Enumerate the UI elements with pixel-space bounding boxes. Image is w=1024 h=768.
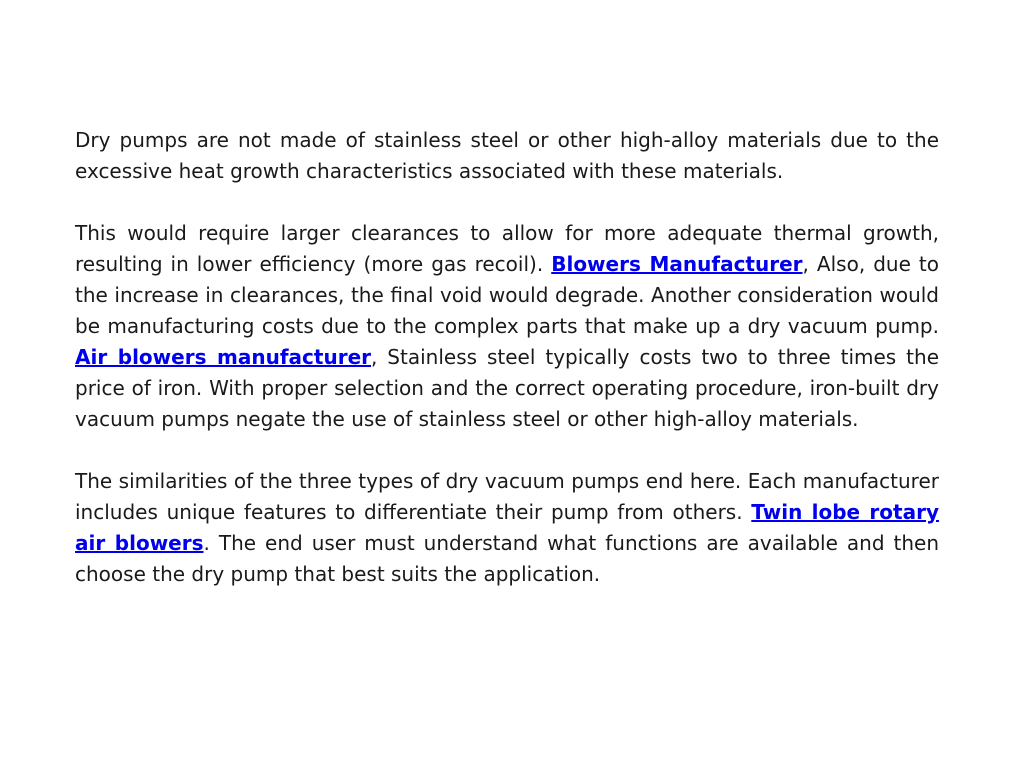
air-blowers-manufacturer-link[interactable]: Air blowers manufacturer bbox=[75, 345, 371, 369]
paragraph-3-text-start: The similarities of the three types of dry vacuum pumps end here. Each manufacturer includes unique features to differentiate their pump from others. bbox=[75, 469, 939, 524]
body-text bbox=[75, 125, 939, 590]
paragraph-3 bbox=[75, 466, 939, 590]
paragraph-3-text-end: . The end user must understand what functions are available and then choose the dry pump that best suits the application. bbox=[75, 531, 939, 586]
blowers-manufacturer-link[interactable]: Blowers Manufacturer bbox=[551, 252, 803, 276]
paragraph-2 bbox=[75, 218, 939, 435]
paragraph-2-text-end: , Stainless steel typically costs two to three times the price of iron. With proper selection and the correct operating procedure, iron-built dry vacuum pumps negate the use of stainless steel or other high-alloy materials. bbox=[75, 345, 939, 431]
paragraph-1-text: Dry pumps are not made of stainless steel or other high-alloy materials due to the excessive heat growth characteristics associated with these materials. bbox=[75, 128, 939, 183]
paragraph-2-text-middle: , Also, due to the increase in clearances, the final void would degrade. Another consideration would be manufacturing costs due to the complex parts that make up a dry vacuum pump. bbox=[75, 252, 939, 338]
paragraph-2-text-start: This would require larger clearances to allow for more adequate thermal growth, resulting in lower efficiency (more gas recoil). bbox=[75, 221, 939, 276]
paragraph-1 bbox=[75, 125, 939, 187]
twin-lobe-rotary-air-blowers-link[interactable]: Twin lobe rotary air blowers bbox=[75, 500, 939, 555]
